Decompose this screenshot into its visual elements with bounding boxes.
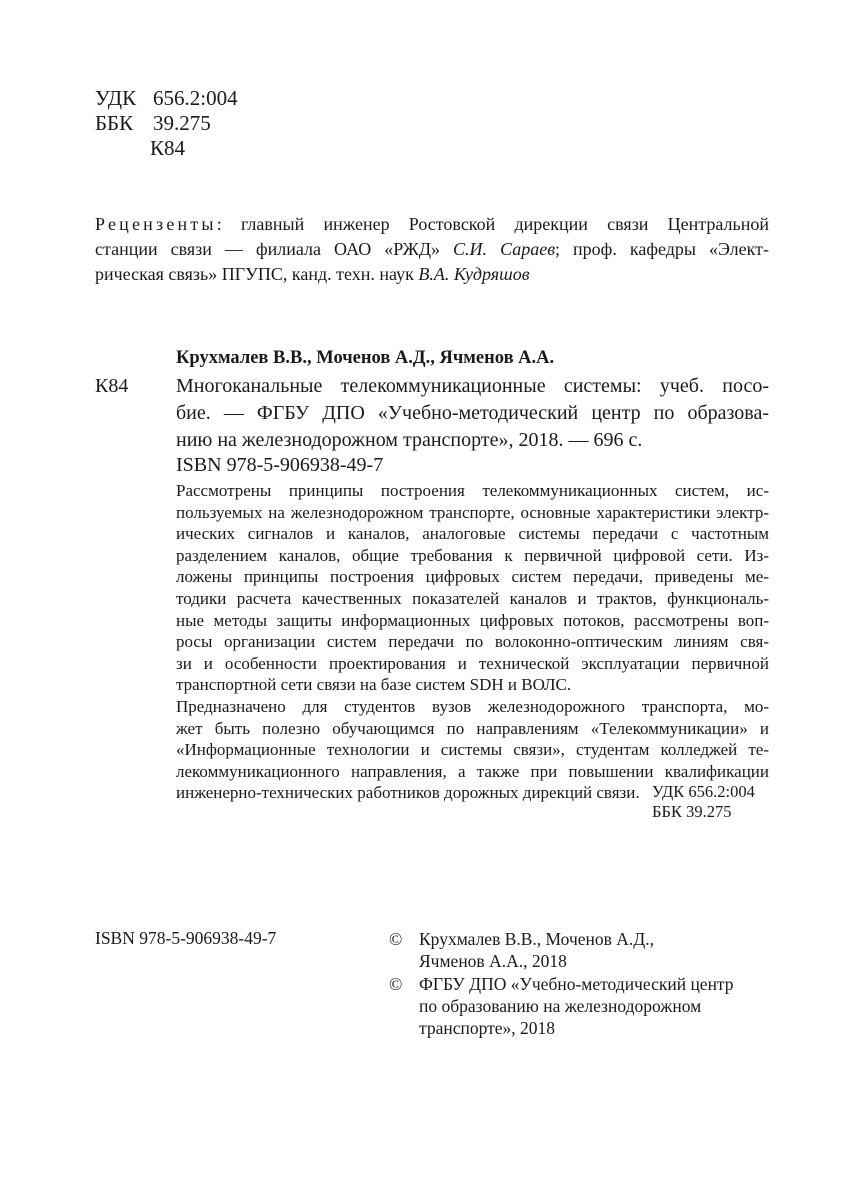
abstract-line: Рассмотрены принципы построения телекоммуникационных систем, ис- bbox=[176, 481, 769, 500]
copyright-authors: © Крухмалев В.В., Моченов А.Д., Ячменов А.А., 2018 bbox=[389, 929, 654, 971]
bib-line-3: нию на железнодорожном транспорте», 2018. — 696 с. bbox=[176, 429, 643, 451]
bibliographic-description bbox=[176, 373, 769, 454]
abstract-line: ложены принципы построения цифровых систем передачи, приведены ме- bbox=[176, 567, 769, 587]
abstract-line: разделением каналов, общие требования к первичной цифровой сети. Из- bbox=[176, 545, 769, 565]
udk-right: УДК 656.2:004 bbox=[652, 782, 755, 801]
abstract-paragraph-1 bbox=[176, 480, 769, 696]
udk-top: УДК 656.2:004 bbox=[95, 86, 238, 110]
reviewers-line-3: рическая связь» ПГУПС, канд. техн. наук В.А. Кудряшов bbox=[95, 264, 530, 284]
abstract bbox=[176, 480, 769, 804]
abstract-line: «Информационные технологии и системы связи», студентам колледжей те- bbox=[176, 740, 769, 760]
abstract-line: транспортной сети связи на базе систем SDH и ВОЛС. bbox=[176, 675, 572, 695]
abstract-line: зи и особенности проектирования и технической эксплуатации первичной bbox=[176, 653, 769, 673]
copyright-icon: © bbox=[389, 974, 403, 994]
abstract-line: лекоммуникационного направления, а также при повышении квалификации bbox=[176, 761, 769, 781]
abstract-line: росы организации систем передачи по волоконно-оптическим линиям свя- bbox=[176, 632, 769, 652]
abstract-line: тодики расчета качественных показателей каналов и трактов, функциональ- bbox=[176, 588, 769, 608]
isbn-bottom: ISBN 978-5-906938-49-7 bbox=[95, 928, 277, 948]
author-mark-top: К84 bbox=[150, 136, 186, 160]
author-mark-side: К84 bbox=[95, 375, 129, 397]
codes-right bbox=[652, 782, 755, 822]
authors: Крухмалев В.В., Моченов А.Д., Ячменов А.А. bbox=[176, 348, 555, 368]
top-codes bbox=[95, 86, 238, 161]
abstract-line: пользуемых на железнодорожном транспорте, основные характеристики электр- bbox=[176, 502, 769, 522]
reviewers-label: Рецензенты bbox=[95, 214, 217, 234]
reviewer-name-2: В.А. Кудряшов bbox=[418, 264, 530, 284]
isbn-main: ISBN 978-5-906938-49-7 bbox=[176, 454, 384, 476]
bbk-right: ББК 39.275 bbox=[652, 802, 732, 821]
abstract-line: ических сигналов и каналов, аналоговые системы передачи с частотным bbox=[176, 524, 769, 544]
reviewers bbox=[95, 212, 769, 287]
reviewers-line-1: Рецензенты: главный инженер Ростовской дирекции связи Центральной bbox=[95, 214, 769, 234]
abstract-line: ные методы защиты информационных цифровых потоков, рассмотрены воп- bbox=[176, 610, 769, 630]
bbk-top: ББК 39.275 bbox=[95, 111, 211, 135]
abstract-line: Предназначено для студентов вузов железнодорожного транспорта, мо- bbox=[176, 696, 769, 716]
bib-line-2: бие. — ФГБУ ДПО «Учебно-методический центр по образова- bbox=[176, 402, 769, 424]
reviewers-line-2: станции связи — филиала ОАО «РЖД» С.И. Сараев; проф. кафедры «Элект- bbox=[95, 239, 770, 259]
bib-line-1: Многоканальные телекоммуникационные системы: учеб. посо- bbox=[176, 375, 769, 397]
abstract-line: инженерно-технических работников дорожных дирекций связи. bbox=[176, 783, 640, 803]
abstract-line: жет быть полезно обучающимся по направлениям «Телекоммуникации» и bbox=[176, 718, 769, 738]
copyright-publisher: © ФГБУ ДПО «Учебно-методический центр по образованию на железнодорожном транспорте», 2018 bbox=[389, 974, 734, 1038]
reviewer-name-1: С.И. Сараев bbox=[453, 239, 556, 259]
copyright-icon: © bbox=[389, 929, 403, 949]
